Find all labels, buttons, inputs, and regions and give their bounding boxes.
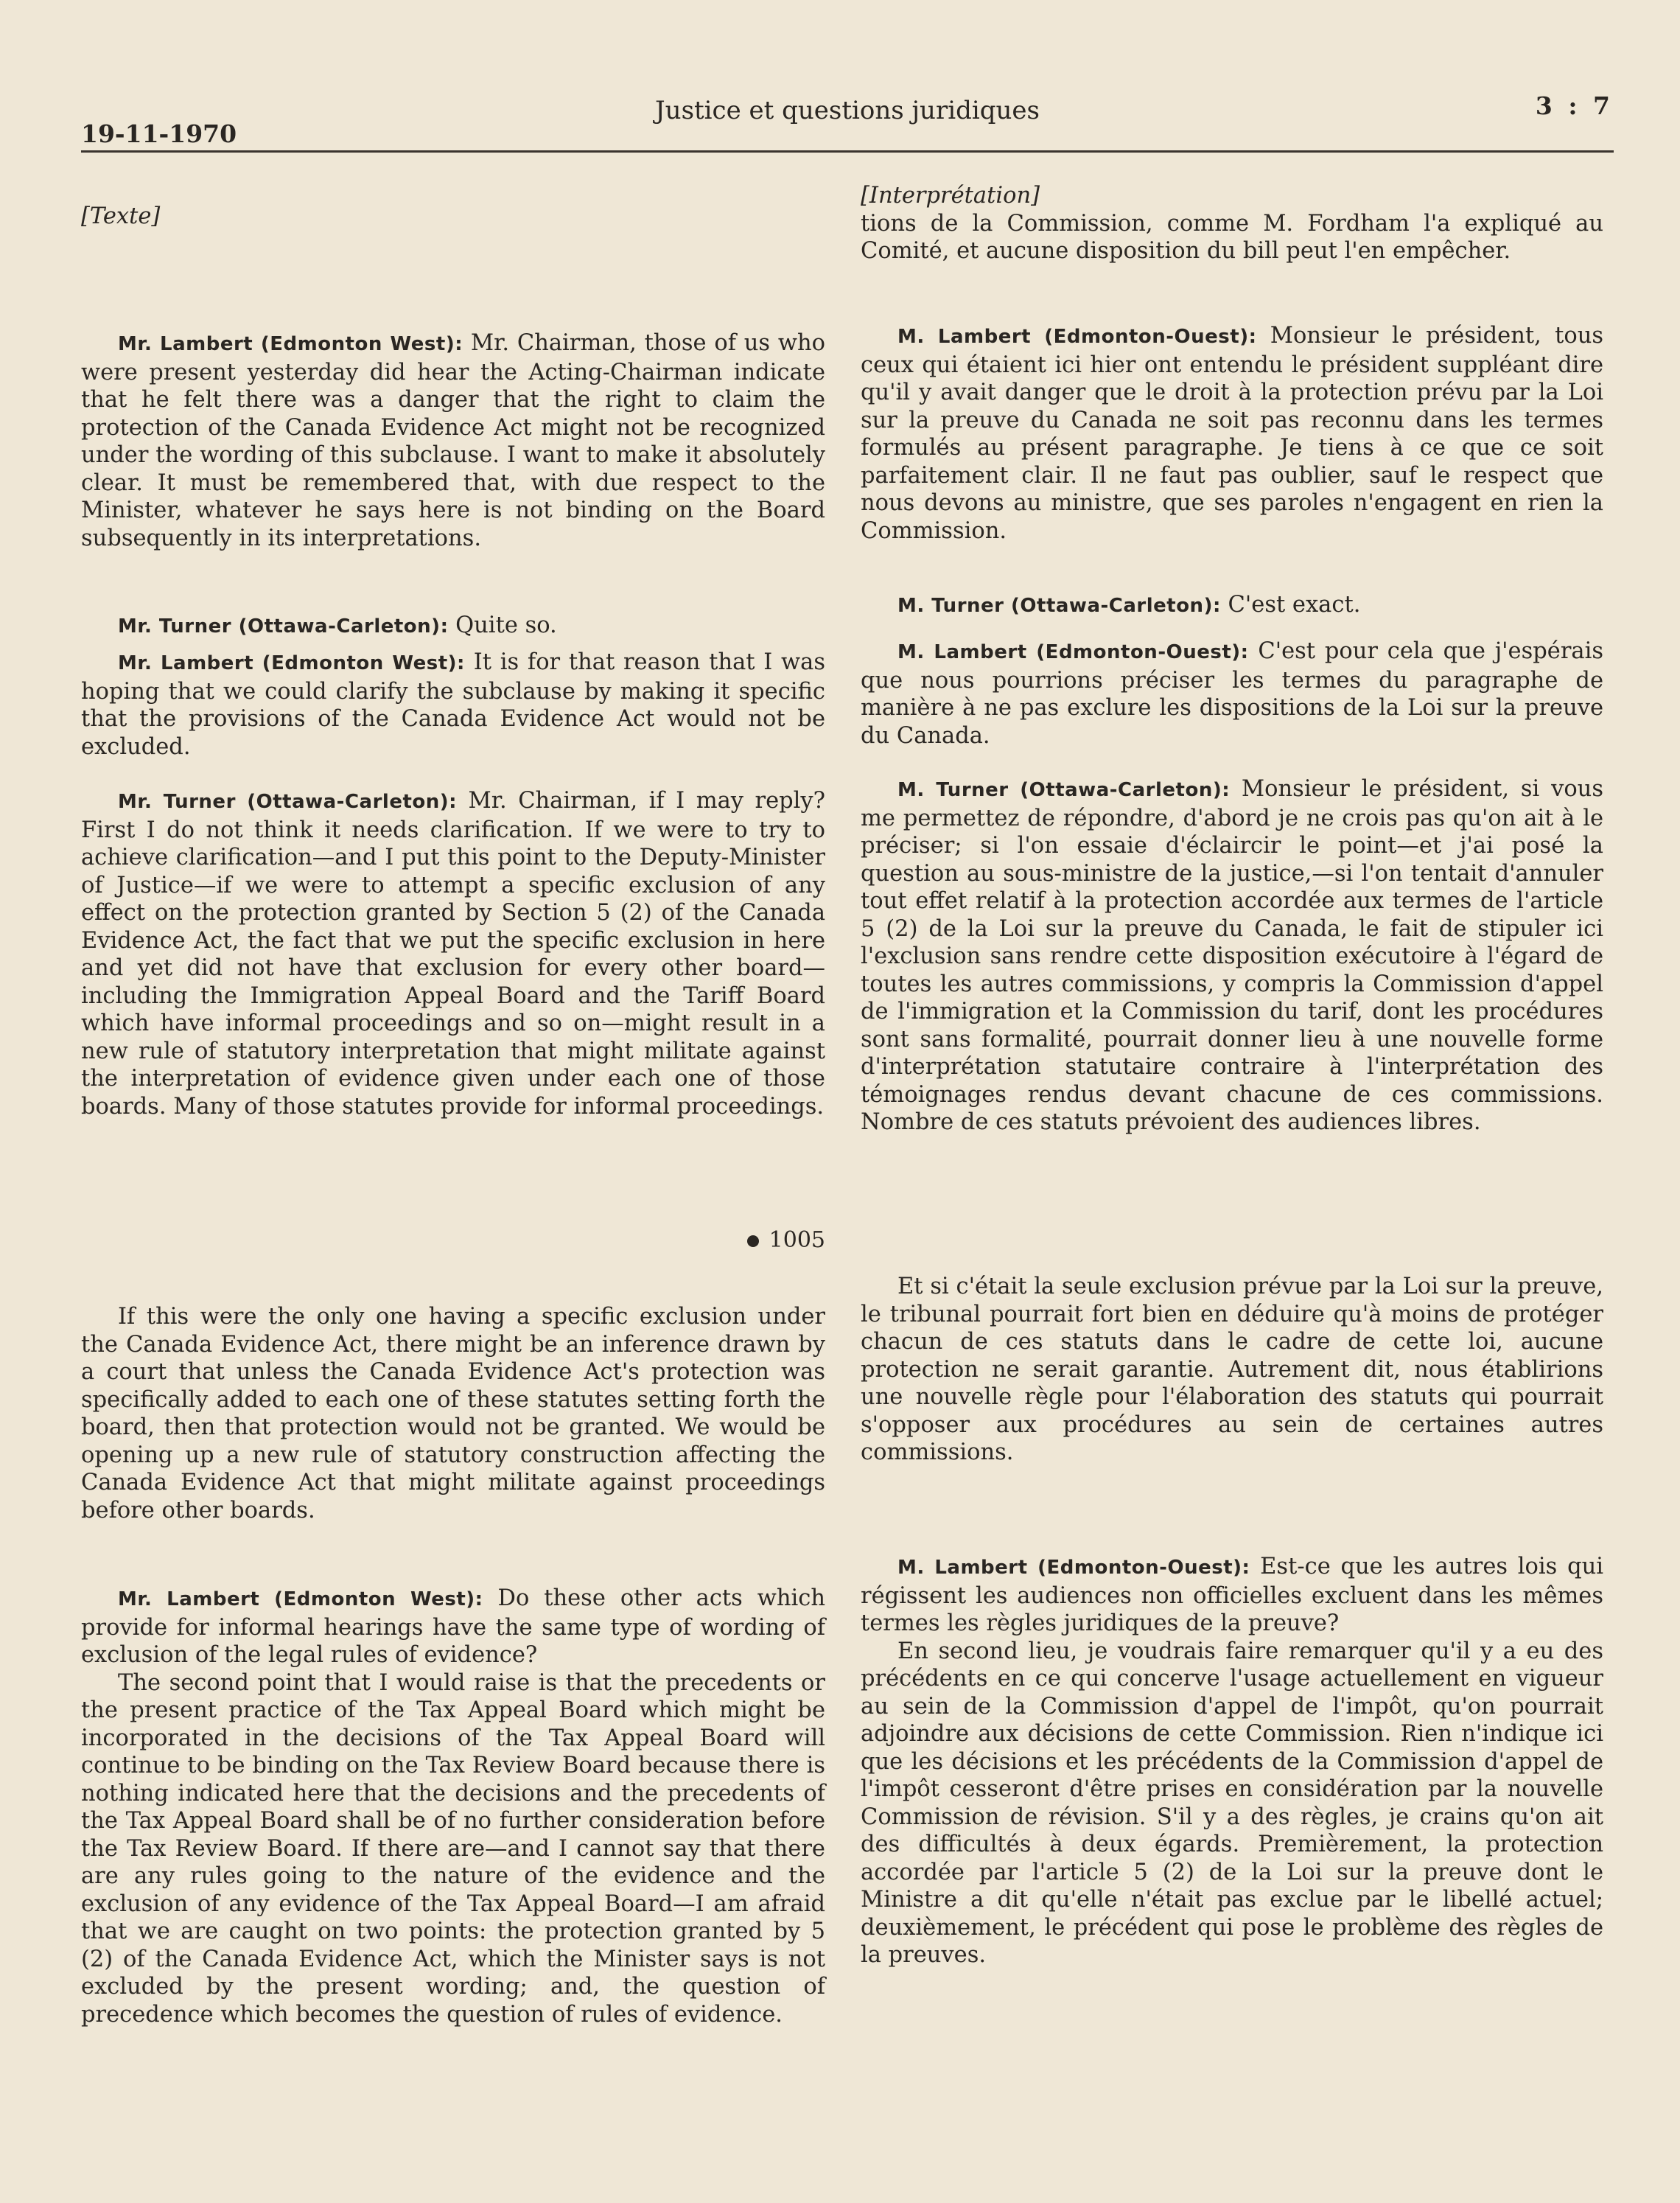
right-para-5 [861,1273,1603,1467]
speaker-label: M. Lambert (Edmonton-Ouest): [897,1557,1250,1579]
header-rule [81,150,1614,153]
speech-text: C'est pour cela que j'espérais que nous pourrions préciser les termes du paragraphe de manière à ne pas exclure les dispositions de la Loi sur la preuve du Canada. [861,638,1604,749]
speech-text: tions de la Commission, comme M. Fordham l'a expliqué au Comité, et aucune disposition du bill peut l'en empêcher. [861,210,1603,264]
right-para-1 [861,322,1603,545]
left-para-5 [81,1303,825,1524]
left-para-4 [81,787,825,1120]
page-header [81,87,1614,153]
header-title: Justice et questions juridiques [655,96,1040,125]
time-marker [648,1227,825,1253]
right-para-2 [861,591,1603,621]
speech-text: C'est exact. [1220,592,1361,618]
speech-text: The second point that I would raise is that the precedents or the present practice of the Tax Appeal Board which might be incorporated in the decisions of the Tax Appeal Board will continue to be binding on the Tax Review Board because there is nothing indicated here that the decisions and the precedents of the Tax Appeal Board shall be of no further consideration before the Tax Review Board. If there are—and I cannot say that there are any rules going to the nature of the evidence and the exclusion of any evidence of the Tax Appeal Board—I am afraid that we are caught on two points: the protection granted by 5 (2) of the Canada Evidence Act, which the Minister says is not excluded by the present wording; and, the question of precedence which becomes the question of rules of evidence. [81,1669,825,2028]
left-para-6 [81,1585,825,2028]
header-page-number: 3 : 7 [1535,91,1614,120]
left-para-1 [81,329,825,552]
speaker-label: Mr. Lambert (Edmonton West): [118,652,465,674]
speaker-label: Mr. Lambert (Edmonton West): [118,333,463,355]
speech-text: Do these other acts which provide for informal hearings have the same type of wording of exclusion of the legal rules of evidence? [81,1585,825,1668]
speech-text: Mr. Chairman, if I may reply? First I do not think it needs clarification. If we were to try to achieve clarification—and I put this point to the Deputy-Minister of Justice—if we were to attempt a specific exclusion of any effect on the protection granted by Section 5 (2) of the Canada Evidence Act, the fact that we put the specific exclusion in here and yet did not have that exclusion for every other board—including the Immigration Appeal Board and the Tariff Board which have informal proceedings and so on—might result in a new rule of statutory interpretation that might militate against the interpretation of evidence given under each one of those boards. Many of those statutes provide for informal proceedings. [81,788,826,1120]
speech-text: Monsieur le président, si vous me permettez de répondre, d'abord je ne crois pas qu'on ait à le préciser; si l'on essaie d'éclaircir le point—et j'ai posé la question au sous-ministre de la justice,—si l'on tentait d'annuler tout effet relatif à la protection accordée aux termes de l'article 5 (2) de la Loi sur la preuve du Canada, le fait de stipuler ici l'exclusion sans rendre cette disposition exécutoire à l'égard de toutes les autres commissions, y compris la Commission d'appel de l'immigration et la Commission du tarif, dont les procédures sont sans formalité, pourrait donner lieu à une nouvelle forme d'interprétation statutaire contraire à l'interprétation des témoignages rendus devant chacune de ces commissions. Nombre de ces statuts prévoient des audiences libres. [861,776,1603,1135]
speaker-label: M. Turner (Ottawa-Carleton): [897,779,1231,801]
time-marker-text: 1005 [769,1227,825,1253]
right-para-6 [861,1553,1603,1969]
left-para-2 [81,612,825,641]
speech-text: En second lieu, je voudrais faire remarquer qu'il y a eu des précédents en ce qui concerve l'usage actuellement en vigueur au sein de la Commission d'appel de l'impôt, qu'on pourrait adjoindre aux décisions de cette Commission. Rien n'indique ici que les décisions et les précédents de la Commission d'appel de l'impôt cesseront d'être prises en considération par la nouvelle Commission de révision. S'il y a des règles, je crains qu'on ait des difficultés à deux égards. Premièrement, la protection accordée par l'article 5 (2) de la Loi sur la preuve dont le Ministre a dit qu'elle n'était pas exclue par le libellé actuel; deuxièmement, le précédent qui pose le problème des règles de la preuves. [861,1638,1603,1968]
speaker-label: M. Turner (Ottawa-Carleton): [897,595,1221,617]
right-section-tag: [Interprétation] [861,183,1040,209]
speech-text: Est-ce que les autres lois qui régissent les audiences non officielles excluent dans les mêmes termes les règles juridiques de la preuve? [861,1554,1603,1636]
left-column [81,203,825,231]
right-column [861,182,1603,265]
speaker-label: Mr. Turner (Ottawa-Carleton): [118,615,449,638]
header-date: 19-11-1970 [81,119,237,148]
speech-text: Mr. Chairman, those of us who were present yesterday did hear the Acting-Chairman indicate that he felt there was a danger that the right to claim the protection of the Canada Evidence Act might not be recognized under the wording of this subclause. I want to make it absolutely clear. It must be remembered that, with due respect to the Minister, whatever he says here is not binding on the Board subsequently in its interpretations. [81,330,825,551]
speech-text: If this were the only one having a specific exclusion under the Canada Evidence Act, there might be an inference drawn by a court that unless the Canada Evidence Act's protection was specifically added to each one of these statutes setting forth the board, then that protection would not be granted. We would be opening up a new rule of statutory construction affecting the Canada Evidence Act that might militate against proceedings before other boards. [81,1304,825,1523]
speech-text: Et si c'était la seule exclusion prévue par la Loi sur la preuve, le tribunal pourrait fort bien en déduire qu'à moins de protéger chacun de ces statuts dans le cadre de cette loi, aucune protection ne serait garantie. Autrement dit, nous établirions une nouvelle règle pour l'élaboration des statuts qui pourrait s'opposer aux procédures au sein de certaines autres commissions. [861,1274,1603,1465]
speaker-label: Mr. Turner (Ottawa-Carleton): [118,791,458,813]
bullet-icon [747,1235,759,1247]
speaker-label: Mr. Lambert (Edmonton West): [118,1588,483,1610]
left-para-3 [81,649,825,761]
speaker-label: M. Lambert (Edmonton-Ouest): [897,326,1257,348]
speech-text: Monsieur le président, tous ceux qui étaient ici hier ont entendu le président suppléant dire qu'il y avait danger que le droit à la protection prévu par la Loi sur la preuve du Canada ne soit pas reconnu dans les termes formulés au présent paragraphe. Je tiens à ce que ce soit parfaitement clair. Il ne faut pas oublier, sauf le respect que nous devons au ministre, que ses paroles n'engagent en rien la Commission. [861,323,1603,544]
right-para-4 [861,775,1603,1137]
speech-text: It is for that reason that I was hoping that we could clarify the subclause by making it specific that the provisions of the Canada Evidence Act would not be excluded. [81,649,826,760]
left-section-tag: [Texte] [81,203,161,229]
speech-text: Quite so. [448,612,557,638]
speaker-label: M. Lambert (Edmonton-Ouest): [897,641,1249,663]
right-para-3 [861,638,1603,750]
